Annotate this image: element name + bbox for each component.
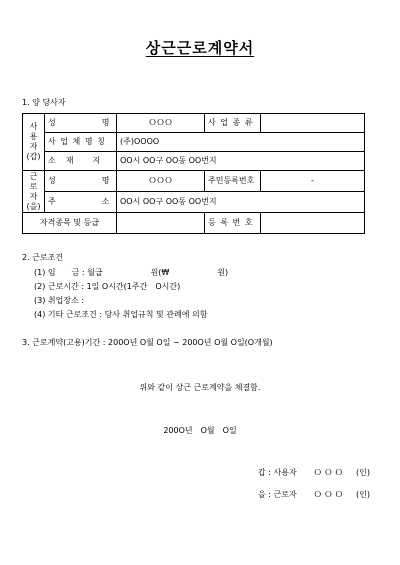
company-name-value: (주)OOOO bbox=[117, 133, 365, 152]
resident-number-label: 주민등록번호 bbox=[205, 171, 261, 192]
employer-party-label: 사 용 자 (갑) bbox=[23, 114, 45, 171]
employer-name-value: ＯＯＯ bbox=[117, 114, 205, 133]
company-address-row bbox=[23, 152, 365, 171]
company-name-row bbox=[23, 133, 365, 152]
employer-name-row bbox=[23, 114, 365, 133]
company-address-value: OO시 OO구 OO동 OO번지 bbox=[117, 152, 365, 171]
employee-signature-party: 을 : 근로자 bbox=[258, 490, 297, 499]
company-address-label: 소 재 지 bbox=[45, 152, 117, 171]
employee-signature-line bbox=[258, 489, 370, 500]
closing-statement: 위와 같이 상근 근로계약을 체결함. bbox=[139, 383, 261, 392]
employer-signature-party: 갑 : 사용자 bbox=[258, 468, 297, 477]
workplace-item: (3) 취업장소 : bbox=[34, 296, 85, 305]
working-hours-item: (2) 근로시간 : 1일 O시간(1주간 O시간) bbox=[34, 282, 181, 291]
employer-signature-line bbox=[258, 467, 370, 478]
company-name-label: 사 업 체 명 칭 bbox=[45, 133, 117, 152]
employee-name-row bbox=[23, 171, 365, 192]
employee-name-value: ＯＯＯ bbox=[117, 171, 205, 192]
registration-number-label: 등 록 번 호 bbox=[205, 213, 261, 234]
business-type-label: 사 업 종 류 bbox=[205, 114, 261, 133]
qualification-label: 자격종목 및 등급 bbox=[23, 213, 117, 234]
qualification-row bbox=[23, 213, 365, 234]
employee-name-label: 성 명 bbox=[45, 171, 117, 192]
qualification-value bbox=[117, 213, 205, 234]
registration-number-value bbox=[261, 213, 365, 234]
document-title: 상근근로계약서 bbox=[145, 39, 255, 57]
employee-address-value: OO시 OO구 OO동 OO번지 bbox=[117, 192, 365, 213]
section-1-heading: 1. 양 당사자 bbox=[22, 98, 66, 107]
section-2-heading: 2. 근로조건 bbox=[22, 253, 64, 262]
employee-signature-name: Ｏ Ｏ Ｏ bbox=[313, 490, 343, 499]
resident-number-value: - bbox=[261, 171, 365, 192]
employer-seal: (인) bbox=[355, 468, 370, 477]
business-type-value bbox=[261, 114, 365, 133]
other-conditions-item: (4) 기타 근로조건 : 당사 취업규칙 및 관례에 의함 bbox=[34, 310, 208, 319]
parties-table bbox=[22, 113, 365, 234]
wage-item: (1) 임 금 : 월급 원(₩ 원) bbox=[34, 268, 229, 277]
employer-signature-name: Ｏ Ｏ Ｏ bbox=[313, 468, 343, 477]
employee-seal: (인) bbox=[355, 490, 370, 499]
contract-date: 200O년 O월 O일 bbox=[163, 426, 237, 435]
contract-period: 3. 근로계약(고용)기간 : 200O년 O월 O일 ~ 200O년 O월 O일(O개월) bbox=[22, 338, 273, 347]
employee-address-label: 주 소 bbox=[45, 192, 117, 213]
employee-party-label: 근 로 자 (을) bbox=[23, 171, 45, 213]
employer-name-label: 성 명 bbox=[45, 114, 117, 133]
employee-address-row bbox=[23, 192, 365, 213]
